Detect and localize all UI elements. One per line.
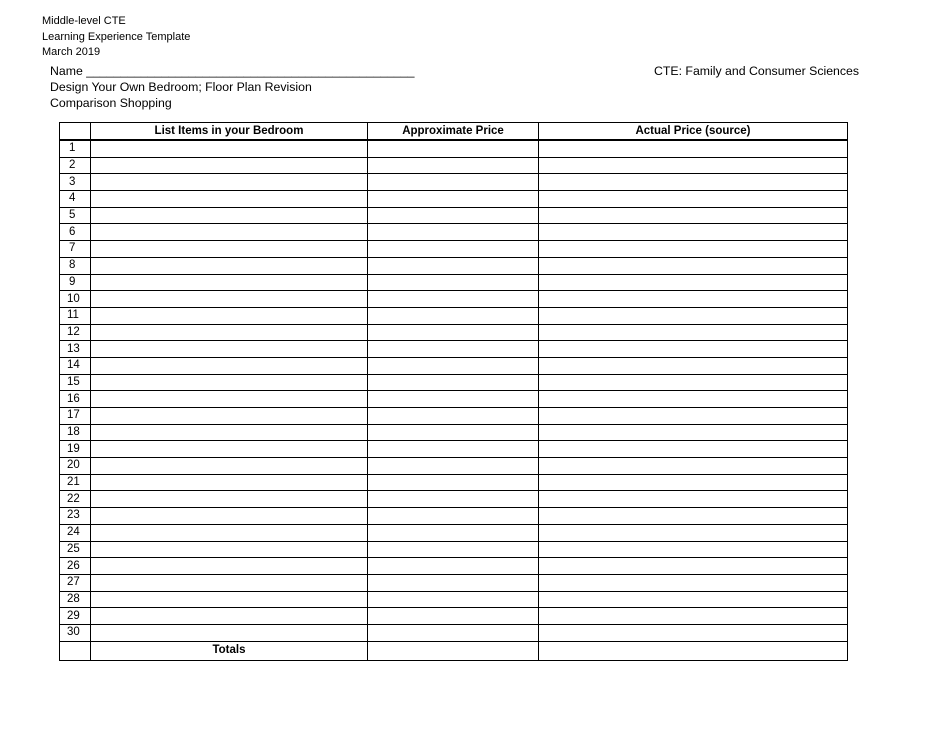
table-header-row [60, 123, 848, 141]
row-number: 15 [60, 374, 91, 391]
table-row [60, 357, 848, 374]
item-cell[interactable] [91, 324, 368, 341]
actual-price-cell[interactable] [539, 307, 848, 324]
row-number: 5 [60, 207, 91, 224]
row-number: 22 [60, 491, 91, 508]
table-row [60, 624, 848, 641]
totals-actual-cell[interactable] [539, 641, 848, 660]
column-header-actual-price: Actual Price (source) [539, 123, 848, 141]
approximate-price-cell[interactable] [368, 374, 539, 391]
row-number: 7 [60, 241, 91, 258]
actual-price-cell[interactable] [539, 241, 848, 258]
header-program: Middle-level CTE [42, 15, 126, 27]
actual-price-cell[interactable] [539, 574, 848, 591]
item-cell[interactable] [91, 524, 368, 541]
totals-approximate-cell[interactable] [368, 641, 539, 660]
table-row [60, 307, 848, 324]
item-cell[interactable] [91, 624, 368, 641]
item-cell[interactable] [91, 474, 368, 491]
subject-label: CTE: Family and Consumer Sciences [654, 64, 860, 78]
item-cell[interactable] [91, 541, 368, 558]
table-row [60, 274, 848, 291]
item-cell[interactable] [91, 257, 368, 274]
approximate-price-cell[interactable] [368, 324, 539, 341]
actual-price-cell[interactable] [539, 424, 848, 441]
actual-price-cell[interactable] [539, 391, 848, 408]
actual-price-cell[interactable] [539, 458, 848, 475]
row-number: 21 [60, 474, 91, 491]
approximate-price-cell[interactable] [368, 191, 539, 208]
actual-price-cell[interactable] [539, 291, 848, 308]
name-field[interactable] [50, 63, 415, 79]
table-row [60, 174, 848, 191]
table-row [60, 441, 848, 458]
item-cell[interactable] [91, 357, 368, 374]
row-number: 29 [60, 608, 91, 625]
actual-price-cell[interactable] [539, 157, 848, 174]
actual-price-cell[interactable] [539, 441, 848, 458]
item-cell[interactable] [91, 458, 368, 475]
totals-label: Totals [91, 641, 368, 660]
approximate-price-cell[interactable] [368, 391, 539, 408]
table-row [60, 458, 848, 475]
row-number: 24 [60, 524, 91, 541]
approximate-price-cell[interactable] [368, 257, 539, 274]
actual-price-cell[interactable] [539, 191, 848, 208]
row-number: 14 [60, 357, 91, 374]
actual-price-cell[interactable] [539, 374, 848, 391]
row-number: 27 [60, 574, 91, 591]
header-template: Learning Experience Template [42, 30, 191, 43]
table-row [60, 391, 848, 408]
table-row [60, 424, 848, 441]
row-number: 8 [60, 257, 91, 274]
approximate-price-cell[interactable] [368, 241, 539, 258]
row-number: 3 [60, 174, 91, 191]
row-number: 18 [60, 424, 91, 441]
item-cell[interactable] [91, 608, 368, 625]
item-cell[interactable] [91, 224, 368, 241]
table-row [60, 374, 848, 391]
document-header [42, 14, 190, 61]
actual-price-cell[interactable] [539, 357, 848, 374]
approximate-price-cell[interactable] [368, 558, 539, 575]
actual-price-cell[interactable] [539, 474, 848, 491]
column-header-items: List Items in your Bedroom [91, 123, 368, 141]
table-row [60, 224, 848, 241]
approximate-price-cell[interactable] [368, 408, 539, 425]
table-row [60, 541, 848, 558]
table-row [60, 408, 848, 425]
item-cell[interactable] [91, 291, 368, 308]
item-cell[interactable] [91, 174, 368, 191]
comparison-table [59, 122, 848, 661]
approximate-price-cell[interactable] [368, 591, 539, 608]
approximate-price-cell[interactable] [368, 441, 539, 458]
approximate-price-cell[interactable] [368, 541, 539, 558]
row-number: 30 [60, 624, 91, 641]
actual-price-cell[interactable] [539, 257, 848, 274]
actual-price-cell[interactable] [539, 207, 848, 224]
row-number: 4 [60, 191, 91, 208]
totals-row [60, 641, 848, 660]
name-blank-line[interactable]: ________________________________________________ [86, 64, 415, 78]
header-date: March 2019 [42, 46, 101, 58]
item-cell[interactable] [91, 157, 368, 174]
actual-price-cell[interactable] [539, 174, 848, 191]
item-cell[interactable] [91, 207, 368, 224]
assignment-title: Design Your Own Bedroom; Floor Plan Revision [50, 80, 312, 94]
approximate-price-cell[interactable] [368, 424, 539, 441]
item-cell[interactable] [91, 591, 368, 608]
item-cell[interactable] [91, 374, 368, 391]
approximate-price-cell[interactable] [368, 174, 539, 191]
row-number: 28 [60, 591, 91, 608]
approximate-price-cell[interactable] [368, 274, 539, 291]
row-number: 6 [60, 224, 91, 241]
actual-price-cell[interactable] [539, 341, 848, 358]
item-cell[interactable] [91, 574, 368, 591]
table-row [60, 508, 848, 525]
column-header-number [60, 123, 91, 141]
approximate-price-cell[interactable] [368, 357, 539, 374]
approximate-price-cell[interactable] [368, 508, 539, 525]
item-cell[interactable] [91, 391, 368, 408]
actual-price-cell[interactable] [539, 140, 848, 157]
row-number: 11 [60, 307, 91, 324]
table-row [60, 491, 848, 508]
approximate-price-cell[interactable] [368, 474, 539, 491]
item-cell[interactable] [91, 140, 368, 157]
actual-price-cell[interactable] [539, 624, 848, 641]
approximate-price-cell[interactable] [368, 157, 539, 174]
table-row [60, 324, 848, 341]
row-number: 2 [60, 157, 91, 174]
actual-price-cell[interactable] [539, 324, 848, 341]
approximate-price-cell[interactable] [368, 574, 539, 591]
column-header-approximate-price: Approximate Price [368, 123, 539, 141]
totals-number-cell [60, 641, 91, 660]
table-row [60, 574, 848, 591]
table-row [60, 524, 848, 541]
table-row [60, 341, 848, 358]
table-row [60, 241, 848, 258]
actual-price-cell[interactable] [539, 224, 848, 241]
row-number: 19 [60, 441, 91, 458]
row-number: 10 [60, 291, 91, 308]
item-cell[interactable] [91, 508, 368, 525]
table-row [60, 157, 848, 174]
actual-price-cell[interactable] [539, 558, 848, 575]
item-cell[interactable] [91, 491, 368, 508]
table-row [60, 558, 848, 575]
row-number: 16 [60, 391, 91, 408]
row-number: 17 [60, 408, 91, 425]
row-number: 20 [60, 458, 91, 475]
item-cell[interactable] [91, 441, 368, 458]
row-number: 26 [60, 558, 91, 575]
row-number: 13 [60, 341, 91, 358]
item-cell[interactable] [91, 558, 368, 575]
item-cell[interactable] [91, 408, 368, 425]
table-row [60, 257, 848, 274]
approximate-price-cell[interactable] [368, 224, 539, 241]
table-row [60, 474, 848, 491]
actual-price-cell[interactable] [539, 274, 848, 291]
table-row [60, 591, 848, 608]
approximate-price-cell[interactable] [368, 207, 539, 224]
name-label: Name [50, 64, 83, 78]
approximate-price-cell[interactable] [368, 524, 539, 541]
table-row [60, 291, 848, 308]
row-number: 25 [60, 541, 91, 558]
actual-price-cell[interactable] [539, 541, 848, 558]
table-row [60, 207, 848, 224]
approximate-price-cell[interactable] [368, 458, 539, 475]
actual-price-cell[interactable] [539, 591, 848, 608]
actual-price-cell[interactable] [539, 524, 848, 541]
actual-price-cell[interactable] [539, 608, 848, 625]
approximate-price-cell[interactable] [368, 140, 539, 157]
actual-price-cell[interactable] [539, 508, 848, 525]
item-cell[interactable] [91, 241, 368, 258]
row-number: 1 [60, 140, 91, 157]
row-number: 12 [60, 324, 91, 341]
item-cell[interactable] [91, 341, 368, 358]
actual-price-cell[interactable] [539, 491, 848, 508]
item-cell[interactable] [91, 191, 368, 208]
item-cell[interactable] [91, 307, 368, 324]
table-body [60, 140, 848, 641]
approximate-price-cell[interactable] [368, 608, 539, 625]
item-cell[interactable] [91, 274, 368, 291]
item-cell[interactable] [91, 424, 368, 441]
approximate-price-cell[interactable] [368, 624, 539, 641]
approximate-price-cell[interactable] [368, 341, 539, 358]
assignment-subtitle: Comparison Shopping [50, 96, 172, 110]
approximate-price-cell[interactable] [368, 291, 539, 308]
table-row [60, 140, 848, 157]
approximate-price-cell[interactable] [368, 491, 539, 508]
approximate-price-cell[interactable] [368, 307, 539, 324]
table-row [60, 608, 848, 625]
row-number: 23 [60, 508, 91, 525]
actual-price-cell[interactable] [539, 408, 848, 425]
row-number: 9 [60, 274, 91, 291]
table-row [60, 191, 848, 208]
